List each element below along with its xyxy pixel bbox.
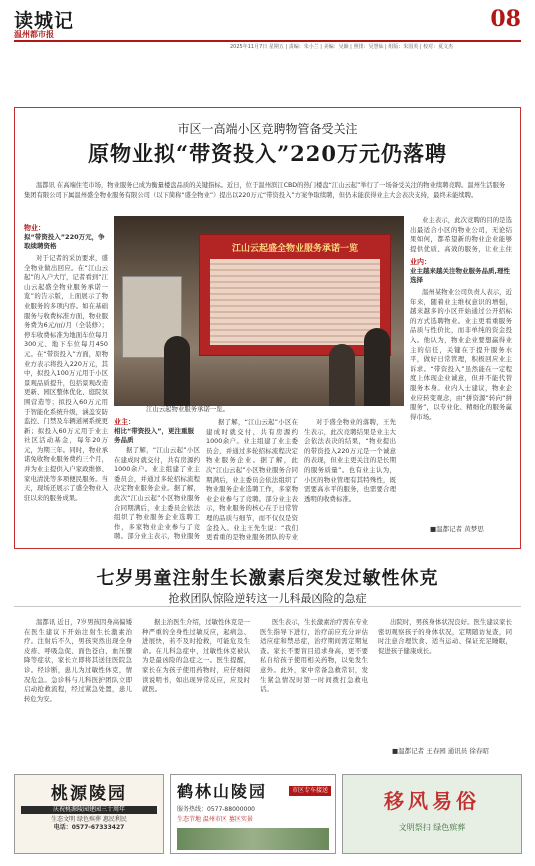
ad2-line2: 生态节地 温州市区 墓区实景: [177, 816, 253, 823]
header-rule: [14, 40, 521, 42]
section-title: 读城记: [14, 10, 75, 32]
ad-civilization: [342, 774, 522, 854]
mid-subhead-label: 业主：: [114, 418, 135, 426]
far-subhead-label: 业内：: [410, 258, 431, 266]
far-subhead-text: 业主越来越关注物业服务品质,理性选择: [410, 267, 510, 284]
far-subhead: [410, 258, 512, 285]
ad2-badge: 市区专车接送: [289, 786, 331, 796]
ad2-top: [177, 779, 331, 802]
ad2-name: 鹤林山陵园: [177, 782, 268, 801]
left-subhead: [24, 224, 108, 251]
ad1-name: 桃源陵园: [51, 784, 127, 804]
ad1-phone: 电话：0577-67333427: [53, 824, 125, 831]
right-column-text: 对于盛全物业的落聘，王先生表示，此次竞聘结果是业主大会依法表决的结果，“物业提出的带资投入220万元是一个诚意的表现，但业主更关注的是长期的服务质量”。也有业主认为，小区的物业管理有其特殊性，既需要高水平的服务，也需要合理透明的收费标准。: [304, 418, 396, 503]
ad-helinshan-cemetery: [170, 774, 336, 854]
story2-column-3: 医生表示，生长激素治疗需在专业医生指导下进行，治疗前应充分评估适应症和禁忌症，治疗期间需定期复查。家长不要盲目追求身高，更不要私自给孩子使用相关药物，以免发生意外。此外，家中常备急救常识，发生紧急情况时第一时间拨打急救电话。: [260, 618, 368, 694]
left-subhead-text: 拟“带资投入”220万元，争取续聘资格: [24, 233, 105, 250]
photo-person: [329, 344, 355, 406]
ad3-name: 移风易俗: [384, 789, 480, 813]
ad2-photo: [177, 828, 329, 850]
ad-taoyuan-cemetery: [14, 774, 164, 854]
ad3-line1: 文明祭扫 绿色殡葬: [398, 823, 466, 832]
mid-column-text-a: 据了解，“江山云起”小区在建成时就交付，共有房源约1000余户。业主组建了业主委员会，并通过多轮招标流程决定物业服务企业。据了解，此次“江山云起”小区物业服务合同期满后，业主委员会依法组织了物业服务企业选聘工作，多家物业企业参与了竞聘。部分业主表示，物业服务: [114, 446, 200, 541]
page-number: 08: [490, 6, 521, 32]
story1-headline: 原物业拟“带资投入”220万元仍落聘: [88, 141, 447, 166]
story1-kicker: 市区一高端小区竞聘物管备受关注: [177, 122, 358, 136]
date-line: 2025年11月7日 星期五 | 责编：朱小兰 | 美编：吴颖 | 照排：吴慧仙 | 组版：朱国英 | 校对：夏文杰: [230, 44, 454, 50]
story2-rule: [14, 606, 521, 607]
paper-name: 温州都市报: [14, 30, 54, 39]
photo-person: [364, 328, 390, 406]
photo-poster: [199, 234, 391, 356]
left-column-text: 对于记者的采访要求，盛全物业做出回应。在“江山云起”的入户大厅，记者看到“江山云起盛全物业服务承诺一览”的告示版，上面展示了物业服务的多项内容。如在基础服务与收费标准方面，物业服务费为6元/㎡/月（全装修）；停车收费标准为地面车位每月300元、地下车位每月450元。在“带资投入”方面，原物业方表示将投入220万元，其中，拟投入100万元用于小区景观品质提升，包括景观改造更新、园区整体优化、庭院氛围营造等；拟投入60万元用于智能化系统升级，涵盖安防监控、门禁及车辆道闸系统更新；拟投入60万元用于业主社区活动基金，每年20万元，为期三年。同时，物业承诺免收物业服务费约三个月，并为业主提供入户家政维修、家电清洗等多项便民服务。当天，现场还展示了盛全物业入驻以来的服务成果。: [24, 254, 108, 502]
photo-caption: 江山云起物业服务承诺一览。: [146, 405, 230, 413]
left-subhead-label: 物业：: [24, 224, 45, 232]
mid-subhead: [114, 418, 200, 445]
story2-column-4: 出院时，男孩身体状况良好。医生建议家长密切观察孩子的身体状况，定期随访复查，同时注意合理饮食、适当运动、保证充足睡眠，促进孩子健康成长。: [378, 618, 512, 655]
story2-headline: 七岁男童注射生长激素后突发过敏性休克: [96, 568, 439, 589]
ad1-line2: 生态文明 绿色殡葬 惠民利民: [51, 816, 127, 823]
photo-person: [164, 336, 190, 406]
story2-deck: 抢救团队惊险逆转这一儿科最凶险的急症: [168, 592, 367, 605]
story2-column-2: 据主治医生介绍，过敏性休克是一种严重的全身性过敏反应，起病急、进展快，若不及时抢救，可能危及生命。在儿科急症中，过敏性休克被认为是最凶险的急症之一。医生提醒，家长在为孩子使用药物时，应仔细阅读说明书，如出现异常反应，应及时就医。: [142, 618, 250, 694]
story2-byline: ■温都记者 王春园 通讯员 徐春昭: [392, 747, 489, 755]
photo-poster-content: [210, 259, 380, 345]
mid-column-text-b: 据了解，“江山云起”小区在建成时就交付，共有房源约1000余户。业主组建了业主委员会，并通过多轮招标流程决定物业服务企业。据了解，此次“江山云起”小区物业服务合同期满后，业主委员会依法组织了物业服务企业选聘工作，多家物业企业参与了竞聘。部分业主表示，物业服务的核心在于日常管理的品质与细节，而不仅仅是资金投入。业主王先生说：“我们更看重的是物业服务团队的专业: [206, 418, 298, 542]
story1-byline: ■温都记者 黄梦思: [430, 525, 484, 533]
news-photo: [114, 216, 404, 406]
story2-column-1: 温都讯 近日，7岁男孩因身高偏矮在医生建议下开始注射生长激素治疗。注射后不久，男孩突然出现全身皮疹、呼吸急促、面色苍白、血压骤降等症状，家长立即将其送往医院急诊。经诊断，患儿为过敏性休克，情况危急。急诊科与儿科医护团队立即启动抢救流程，经过紧急处置，患儿转危为安。: [24, 618, 132, 703]
far-column-top-text: 业主表示，此次竞聘的目的是选出最适合小区的物业公司，无论结果如何，都希望新的物业企业能够提供优质、高效的服务，让业主住: [410, 216, 512, 253]
far-column-text: 温州某物业公司负责人表示，近年来，随着业主维权意识的增强，越来越多的小区开始通过公开招标的方式选聘物业。业主更看重服务品质与性价比，而非单纯的资金投入。他认为，物业企业要想赢得业主的信任，关键在于提升服务水平，做好日常管理，积极回应业主诉求。“带资投入”虽然能在一定程度上体现企业诚意，但并不能代替服务本身。业内人士建议，物业企业应转变观念，由“拼资源”转向“拼服务”，以专业化、精细化的服务赢得市场。: [410, 288, 512, 421]
ad2-line1: 服务热线：0577-88000000: [177, 806, 255, 813]
mid-subhead-text: 相比“带资投入”，更注重服务品质: [114, 427, 195, 444]
story1-lede: 温都讯 在高端住宅市场，物业服务已成为衡量楼盘品质的关键指标。近日，位于温州滨江CBD的热门楼盘“江山云起”举行了一场备受关注的物业续聘竞聘。温州生活服务集团有限公司下属温州盛全物业服务有限公司（以下简称“盛全物业”）提出以220万元“带资投入”方案争取续聘，但仍未能获得业主大会表决支持，最终未能续聘。: [24, 182, 506, 199]
ad1-line1: 庆祝桃源陵园建园三十周年: [21, 806, 157, 814]
photo-poster-title: 江山云起盛全物业服务承诺一览: [231, 244, 358, 254]
